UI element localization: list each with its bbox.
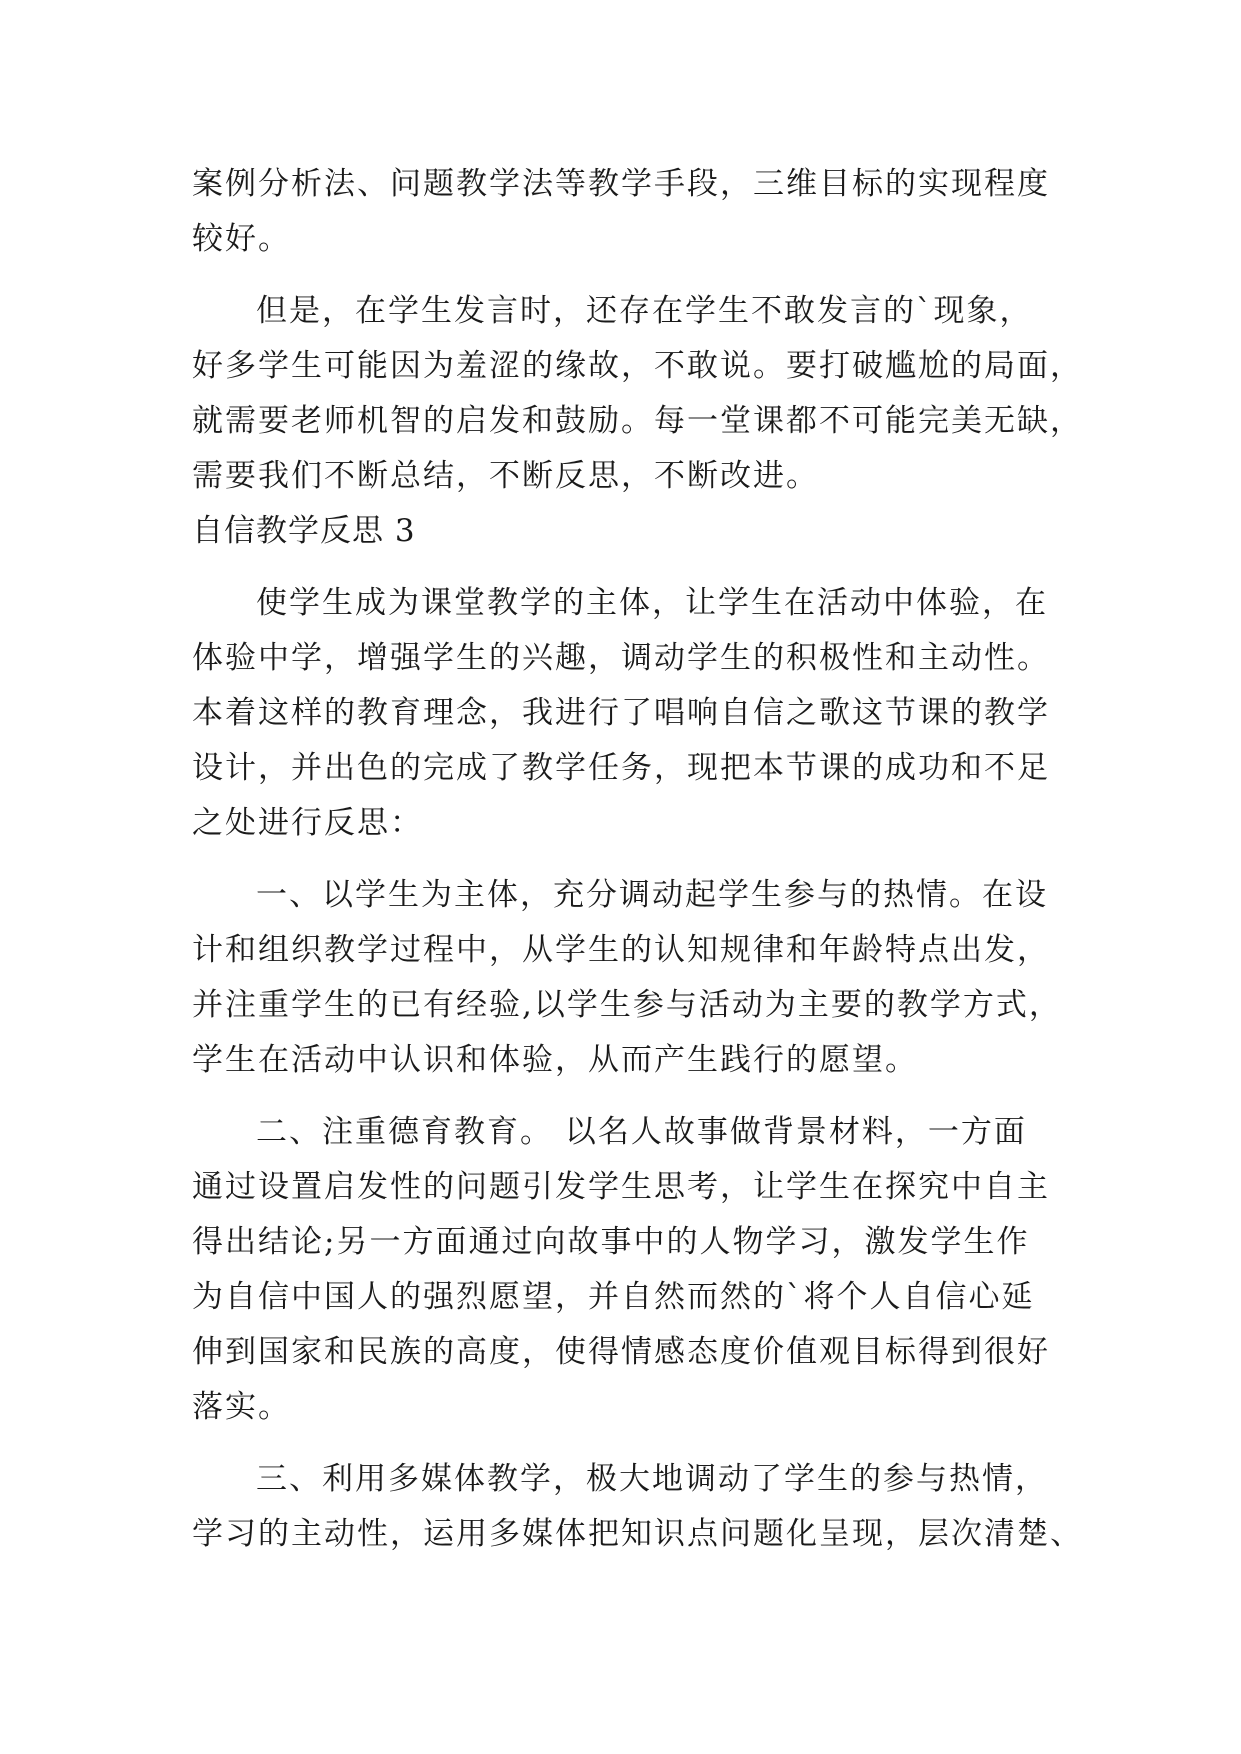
text-line: 就需要老师机智的启发和鼓励。每一堂课都不可能完美无缺， (192, 403, 1083, 439)
text-line: 设计，并出色的完成了教学任务，现把本节课的成功和不足 (192, 750, 1050, 786)
document-body (192, 157, 1083, 1562)
paragraph-first-line: 二、注重德育教育。 以名人故事做背景材料，一方面 (256, 1114, 1027, 1150)
text-line: 落实。 (192, 1389, 291, 1425)
text-line: 并注重学生的已有经验,以学生参与活动为主要的教学方式， (192, 987, 1062, 1023)
paragraph-first-line: 三、利用多媒体教学，极大地调动了学生的参与热情， (256, 1461, 1048, 1497)
text-line: 计和组织教学过程中，从学生的认知规律和年龄特点出发， (192, 932, 1050, 968)
text-line: 较好。 (192, 221, 291, 257)
text-line: 通过设置启发性的问题引发学生思考，让学生在探究中自主 (192, 1169, 1050, 1205)
text-line: 为自信中国人的强烈愿望，并自然而然的`将个人自信心延 (192, 1279, 1035, 1315)
section-heading: 自信教学反思 3 (192, 513, 416, 549)
text-line: 本着这样的教育理念，我进行了唱响自信之歌这节课的教学 (192, 695, 1050, 731)
paragraph-first-line: 一、以学生为主体，充分调动起学生参与的热情。在设 (256, 877, 1048, 913)
text-line: 案例分析法、问题教学法等教学手段，三维目标的实现程度 (192, 166, 1050, 202)
text-line: 需要我们不断总结，不断反思，不断改进。 (192, 458, 819, 494)
text-line: 体验中学，增强学生的兴趣，调动学生的积极性和主动性。 (192, 640, 1050, 676)
text-line: 伸到国家和民族的高度，使得情感态度价值观目标得到很好 (192, 1334, 1050, 1370)
text-line: 之处进行反思： (192, 805, 423, 841)
text-line: 得出结论;另一方面通过向故事中的人物学习，激发学生作 (192, 1224, 1030, 1260)
text-line: 好多学生可能因为羞涩的缘故，不敢说。要打破尴尬的局面， (192, 348, 1083, 384)
text-line: 学习的主动性，运用多媒体把知识点问题化呈现，层次清楚、 (192, 1516, 1083, 1552)
paragraph-first-line: 使学生成为课堂教学的主体，让学生在活动中体验，在 (256, 585, 1048, 621)
paragraph-first-line: 但是，在学生发言时，还存在学生不敢发言的`现象， (256, 293, 1033, 329)
text-line: 学生在活动中认识和体验，从而产生践行的愿望。 (192, 1042, 918, 1078)
